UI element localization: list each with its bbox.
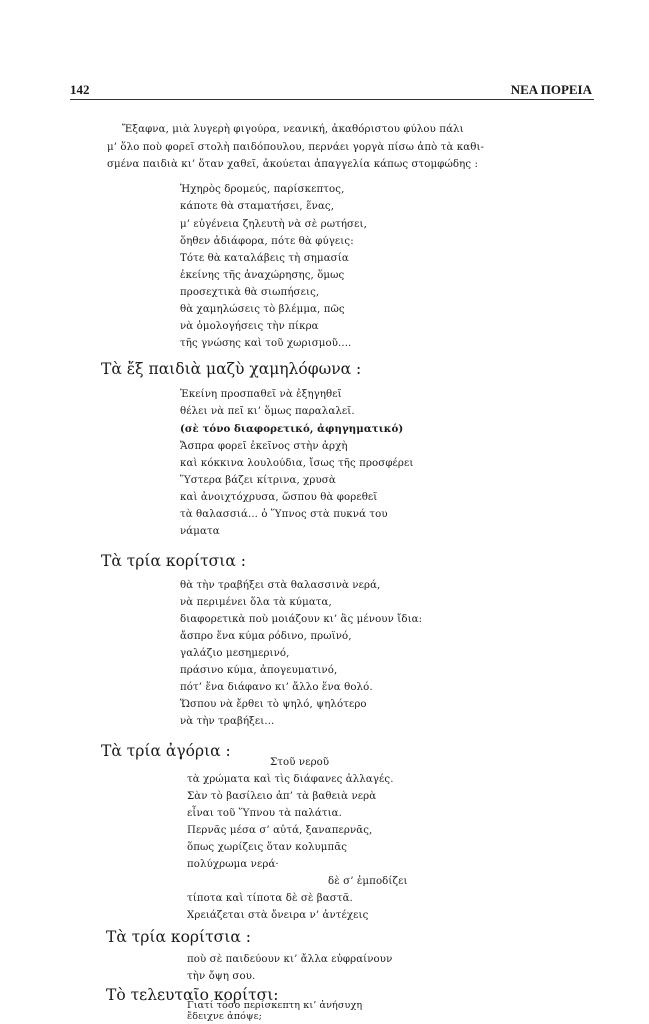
verse-line: κάποτε θὰ σταματήσει, ἕνας, — [180, 201, 335, 212]
verse-line: πολύχρωμα νερά· — [187, 859, 279, 870]
verse-line: Σὰν τὸ βασίλειο ἀπ’ τὰ βαθειὰ νερὰ — [187, 791, 377, 802]
verse-line: καὶ ἀνοιχτόχρυσα, ὥσπου θὰ φορεθεῖ — [180, 492, 378, 503]
verse-line: Ἐκείνη προσπαθεῖ νὰ ἐξηγηθεῖ — [180, 389, 342, 400]
verse-line: τὴν ὄψη σου. — [187, 971, 256, 982]
intro-line: σμένα παιδιὰ κι’ ὅταν χαθεῖ, ἀκούεται ἀπαγγελία κάπως στομφώδης : — [107, 159, 479, 170]
verse-line: διαφορετικὰ ποὺ μοιάζουν κι’ ἂς μένουν ἴδια: — [180, 614, 423, 625]
running-title: ΝΕΑ ΠΟΡΕΙΑ — [510, 82, 592, 97]
verse-line: καὶ κόκκινα λουλούδια, ἴσως τῆς προσφέρει — [180, 458, 414, 469]
verse-line: τῆς γνώσης καὶ τοῦ χωρισμοῦ.... — [180, 338, 352, 349]
verse-line: τὰ θαλασσιά... ὁ Ὕπνος στὰ πυκνά του — [180, 509, 388, 520]
verse-line: τὰ χρώματα καὶ τὶς διάφανες ἀλλαγές. — [187, 774, 394, 785]
verse-line: ὅπως χωρίζεις ὅταν κολυμπᾶς — [187, 842, 348, 853]
speaker-heading: Τὰ τρία κορίτσια : — [106, 928, 251, 946]
speaker-heading: Τὰ ἔξ παιδιὰ μαζὺ χαμηλόφωνα : — [101, 360, 362, 378]
stage-direction: (σὲ τόνο διαφορετικό, ἀφηγηματικό) — [180, 423, 404, 435]
verse-line: Γιατί τόσο περίσκεπτη κι’ ἀνήσυχη — [187, 1000, 363, 1011]
verse-line: πράσινο κύμα, ἀπογευματινό, — [180, 665, 338, 676]
header-rule — [70, 99, 594, 100]
verse-line: Χρειάζεται στὰ ὄνειρα ν’ ἀντέχεις — [187, 910, 369, 921]
verse-line: Τότε θὰ καταλάβεις τὴ σημασία — [180, 253, 349, 264]
speaker-heading: Τὸ τελευταῖο κορίτσι: — [106, 986, 279, 1004]
verse-line: τίποτα καὶ τίποτα δὲ σὲ βαστᾶ. — [187, 893, 353, 904]
intro-line: μ’ ὅλο ποὺ φορεῖ στολὴ παιδόπουλου, περνάει γοργὰ πίσω ἀπὸ τὰ καθι- — [107, 142, 485, 153]
verse-line: Ὥσπου νὰ ἔρθει τὸ ψηλό, ψηλότερο — [180, 699, 367, 710]
speaker-heading: Τὰ τρία ἀγόρια : — [101, 742, 231, 760]
verse-line: Ἠχηρὸς δρομεύς, παρίσκεπτος, — [180, 184, 345, 195]
verse-line: θέλει νὰ πεῖ κι’ ὅμως παραλαλεῖ. — [180, 406, 355, 417]
verse-line: ποὺ σὲ παιδεύουν κι’ ἄλλα εὐφραίνουν — [187, 954, 393, 965]
verse-line: ὅηθεν ἀδιάφορα, πότε θὰ φύγεις: — [180, 236, 354, 247]
verse-line: προσεχτικὰ θὰ σιωπήσεις, — [180, 287, 320, 298]
verse-line: ἐκείνης τῆς ἀναχώρησης, ὅμως — [180, 270, 345, 281]
verse-line: Στοῦ νεροῦ — [270, 757, 330, 768]
verse-line: γαλάζιο μεσημερινό, — [180, 648, 290, 659]
verse-line: ἔδειχνε ἀπόψε; — [187, 1011, 263, 1022]
verse-line: Ἄσπρα φορεῖ ἐκεῖνος στὴν ἀρχὴ — [180, 441, 348, 452]
verse-line: νάματα — [180, 526, 220, 537]
speaker-heading: Τὰ τρία κορίτσια : — [101, 552, 246, 570]
verse-line: Περνᾶς μέσα σ’ αὐτά, ξαναπερνᾶς, — [187, 825, 373, 836]
verse-line: νὰ περιμένει ὅλα τὰ κύματα, — [180, 597, 332, 608]
verse-line: Ὕστερα βάζει κίτρινα, χρυσὰ — [180, 475, 336, 486]
verse-line: ἄσπρο ἕνα κύμα ρόδινο, πρωϊνό, — [180, 631, 352, 642]
verse-line: εἶναι τοῦ Ὕπνου τὰ παλάτια. — [187, 808, 342, 819]
verse-line: μ’ εὐγένεια ζηλευτὴ νὰ σὲ ρωτήσει, — [180, 219, 367, 230]
verse-line: πότ’ ἕνα διάφανο κι’ ἄλλο ἕνα θολό. — [180, 682, 373, 693]
verse-line: δὲ σ’ ἐμποδίζει — [328, 876, 408, 887]
verse-line: θὰ τὴν τραβήξει στὰ θαλασσινὰ νερά, — [180, 580, 381, 591]
verse-line: νὰ τὴν τραβήξει... — [180, 716, 275, 727]
verse-line: θὰ χαμηλώσεις τὸ βλέμμα, πῶς — [180, 304, 345, 315]
intro-line: Ἔξαφνα, μιὰ λυγερὴ φιγούρα, νεανική, ἀκαθόριστου φύλου πάλι — [122, 124, 464, 135]
page-number: 142 — [70, 82, 90, 97]
verse-line: νὰ ὁμολογήσεις τὴν πίκρα — [180, 321, 319, 332]
